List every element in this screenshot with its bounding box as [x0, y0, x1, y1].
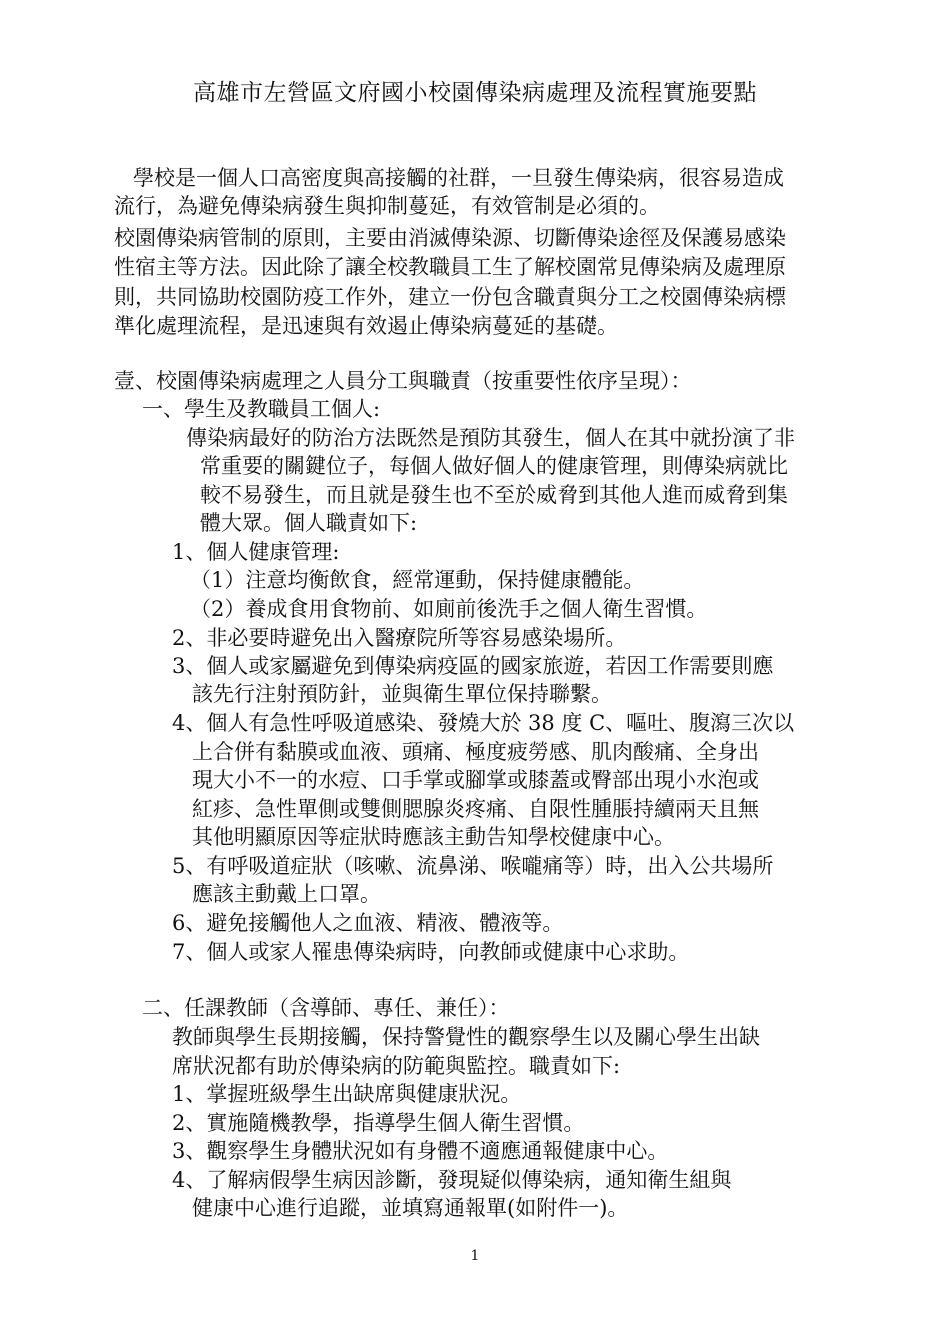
part-intro-line: 常重要的關鍵位子，每個人做好個人的健康管理，則傳染病就比 — [200, 454, 788, 478]
list-item: 3、觀察學生身體狀況如有身體不適應通報健康中心。 — [172, 1139, 669, 1163]
page-title: 高雄市左營區文府國小校園傳染病處理及流程實施要點 — [193, 80, 757, 106]
list-item: 5、有呼吸道症狀（咳嗽、流鼻涕、喉嚨痛等）時，出入公共場所 — [172, 854, 774, 878]
intro-line: 則，共同協助校園防疫工作外，建立一份包含職責與分工之校園傳染病標 — [114, 285, 786, 309]
list-item-continuation: 上合併有黏膜或血液、頭痛、極度疲勞感、肌肉酸痛、全身出 — [192, 740, 759, 764]
part-heading: 一、學生及教職員工個人: — [142, 397, 381, 421]
list-item: 6、避免接觸他人之血液、精液、體液等。 — [172, 911, 564, 935]
list-item-continuation: 現大小不一的水痘、口手掌或腳掌或膝蓋或臀部出現小水泡或 — [192, 768, 759, 792]
part-intro-line: 較不易發生，而且就是發生也不至於威脅到其他人進而威脅到集 — [200, 483, 788, 507]
list-item: 4、個人有急性呼吸道感染、發燒大於 38 度 C、嘔吐、腹瀉三次以 — [172, 711, 795, 735]
section-heading: 壹、校園傳染病處理之人員分工與職責（按重要性依序呈現）： — [114, 369, 692, 393]
page-number: 1 — [470, 1248, 480, 1264]
intro-line: 準化處理流程，是迅速與有效遏止傳染病蔓延的基礎。 — [114, 314, 618, 338]
list-item-continuation: 健康中心進行追蹤，並填寫通報單(如附件一)。 — [192, 1196, 629, 1220]
part-intro-line: 體大眾。個人職責如下: — [200, 511, 418, 535]
list-item: 1、掌握班級學生出缺席與健康狀況。 — [172, 1082, 522, 1106]
part-intro-line: 傳染病最好的防治方法既然是預防其發生，個人在其中就扮演了非 — [186, 426, 795, 450]
intro-line: 流行，為避免傳染病發生與抑制蔓延，有效管制是必須的。 — [114, 194, 660, 218]
sub-list-item: （1）注意均衡飲食，經常運動，保持健康體能。 — [190, 568, 645, 592]
list-item-continuation: 紅疹、急性單側或雙側腮腺炎疼痛、自限性腫脹持續兩天且無 — [192, 797, 759, 821]
list-item: 4、了解病假學生病因診斷，發現疑似傳染病，通知衛生組與 — [172, 1168, 732, 1192]
list-item-continuation: 該先行注射預防針，並與衛生單位保持聯繫。 — [192, 682, 612, 706]
part-intro-line: 席狀況都有助於傳染病的防範與監控。職責如下: — [172, 1054, 621, 1078]
list-item-continuation: 其他明顯原因等症狀時應該主動告知學校健康中心。 — [192, 825, 675, 849]
intro-line: 校園傳染病管制的原則，主要由消滅傳染源、切斷傳染途徑及保護易感染 — [114, 226, 786, 250]
part-intro-line: 教師與學生長期接觸，保持警覺性的觀察學生以及關心學生出缺 — [172, 1025, 760, 1049]
list-item: 2、非必要時避免出入醫療院所等容易感染場所。 — [172, 626, 627, 650]
list-item-continuation: 應該主動戴上口罩。 — [192, 882, 381, 906]
list-item: 3、個人或家屬避免到傳染病疫區的國家旅遊，若因工作需要則應 — [172, 654, 774, 678]
list-item: 1、個人健康管理: — [172, 540, 340, 564]
part-heading: 二、任課教師（含導師、專任、兼任）： — [142, 996, 510, 1020]
list-item: 7、個人或家人罹患傳染病時，向教師或健康中心求助。 — [172, 940, 690, 964]
sub-list-item: （2）養成食用食物前、如廁前後洗手之個人衛生習慣。 — [190, 597, 708, 621]
list-item: 2、實施隨機教學，指導學生個人衛生習慣。 — [172, 1111, 585, 1135]
intro-line: 學校是一個人口高密度與高接觸的社群，一旦發生傳染病，很容易造成 — [133, 166, 784, 190]
intro-line: 性宿主等方法。因此除了讓全校教職員工生了解校園常見傳染病及處理原 — [114, 255, 786, 279]
